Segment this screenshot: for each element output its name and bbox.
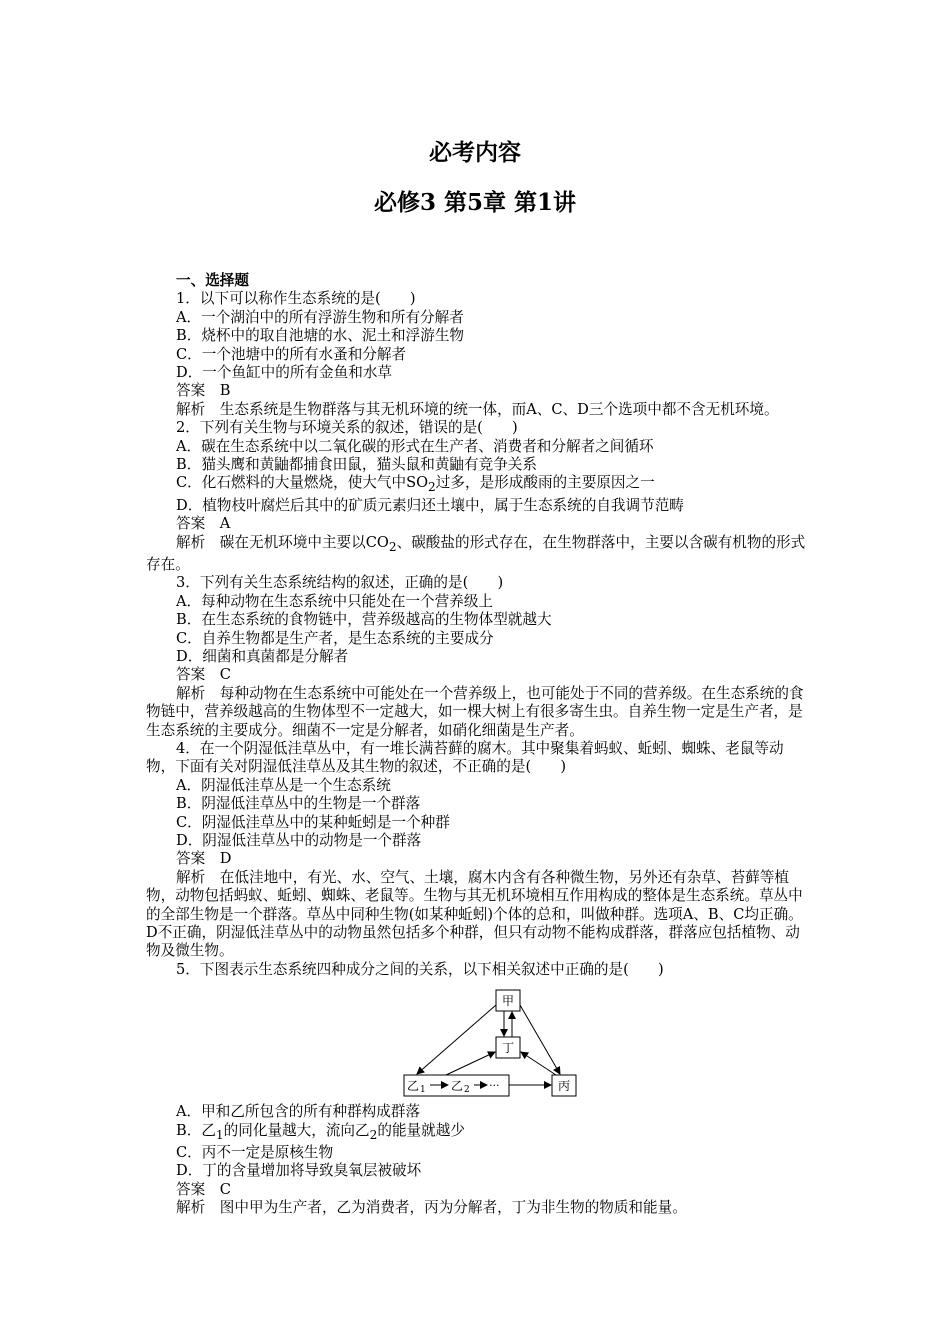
q4-stem: 4．在一个阴湿低洼草丛中，有一堆长满苔藓的腐木。其中聚集着蚂蚁、蚯蚓、蜘蛛、老鼠等动物，下面有关对阴湿低洼草丛及其生物的叙述，不正确的是( )	[146, 739, 784, 776]
q5b-subscript-1: 1	[215, 1127, 224, 1142]
arrow-jia-to-yi	[417, 1005, 496, 1074]
q3-option-c: C．自养生物都是生产者，是生态系统的主要成分	[176, 629, 494, 647]
label-yi1: 乙	[407, 1079, 420, 1094]
q3-option-b: B．在生态系统的食物链中，营养级越高的生物体型就越大	[176, 611, 552, 629]
q1-stem: 1．以下可以称作生态系统的是( )	[176, 290, 416, 308]
label-yi1-sub: 1	[420, 1085, 426, 1096]
q2c-text-end: 过多，是形成酸雨的主要原因之一	[435, 474, 655, 492]
q4-option-b: B．阴湿低洼草丛中的生物是一个群落	[176, 795, 421, 813]
q5b-text-mid: 的同化量越大，流向乙	[223, 1121, 370, 1139]
q1-option-b: B．烧杯中的取自池塘的水、泥土和浮游生物	[176, 327, 465, 345]
q2exp-subscript: 2	[388, 539, 397, 554]
arrow-yi-to-ding	[446, 1052, 495, 1075]
label-yi2: 乙	[451, 1079, 464, 1094]
q1-option-c: C．一个池塘中的所有水蚤和分解者	[176, 345, 407, 363]
q4-answer: 答案 D	[176, 850, 232, 868]
q2exp-text: 解析 碳在无机环境中主要以CO	[176, 533, 389, 551]
q5-option-c: C．丙不一定是原核生物	[176, 1143, 334, 1161]
q3-answer: 答案 C	[176, 666, 231, 684]
q3-option-a: A．每种动物在生态系统中只能处在一个营养级上	[176, 592, 494, 610]
q5-option-a: A．甲和乙所包含的所有种群构成群落	[176, 1103, 421, 1121]
q2-answer: 答案 A	[176, 515, 231, 533]
q2c-subscript: 2	[428, 480, 436, 495]
q1-option-a: A．一个湖泊中的所有浮游生物和所有分解者	[176, 308, 464, 326]
q2exp-text-end: 、碳酸盐的形式存在，在生物群落中，主要以含碳有机物的形式存在。	[146, 533, 806, 573]
q4-option-c: C．阴湿低洼草丛中的某种蚯蚓是一个种群	[176, 813, 450, 831]
q5b-subscript-2: 2	[369, 1127, 378, 1142]
q2-stem: 2．下列有关生物与环境关系的叙述，错误的是( )	[176, 419, 518, 437]
q3-option-d: D．细菌和真菌都是分解者	[176, 647, 349, 665]
q2-option-a: A．碳在生态系统中以二氧化碳的形式在生产者、消费者和分解者之间循环	[176, 437, 654, 455]
q5-answer: 答案 C	[176, 1180, 231, 1198]
page-subtitle: 必修3 第5章 第1讲	[373, 189, 577, 216]
q5b-text: B．乙	[176, 1121, 216, 1139]
q1-explanation: 解析 生态系统是生物群落与其无机环境的统一体，而A、C、D三个选项中都不含无机环境。	[176, 400, 779, 418]
q4-option-a: A．阴湿低洼草丛是一个生态系统	[176, 776, 391, 794]
q2-option-b: B．猫头鹰和黄鼬都捕食田鼠，猫头鼠和黄鼬有竞争关系	[176, 456, 537, 474]
q2-option-c	[146, 474, 808, 496]
label-jia: 甲	[501, 994, 515, 1009]
q3-stem: 3．下列有关生态系统结构的叙述，正确的是( )	[176, 574, 504, 592]
q4-explanation: 解析 在低洼地中，有光、水、空气、土壤，腐木内含有各种微生物，另外还有杂草、苔藓等植物，动物包括蚂蚁、蚯蚓、蜘蛛、老鼠等。生物与其无机环境相互作用构成的整体是生态系统。草丛中的全部生物是一个群落。草丛中同种生物(如某种蚯蚓)个体的总和，叫做种群。选项A、B、C均正确。D不正确，阴湿低洼草丛中的动物虽然包括多个种群，但只有动物不能构成群落，群落应包括植物、动物及微生物。	[146, 868, 803, 960]
q5b-text-end: 的能量就越少	[377, 1121, 465, 1139]
question-content	[146, 272, 808, 1218]
q3-explanation: 解析 每种动物在生态系统中可能处在一个营养级上，也可能处于不同的营养级。在生态系统的食物链中，营养级越高的生物体型不一定越大，如一棵大树上有很多寄生虫。自养生物一定是生产者，是生态系统的主要成分。细菌不一定是分解者，如硝化细菌是生产者。	[146, 684, 804, 739]
label-dots: ···	[489, 1079, 500, 1093]
q4-option-d: D．阴湿低洼草丛中的动物是一个群落	[176, 832, 422, 849]
q5-option-b	[146, 1122, 808, 1144]
label-yi2-sub: 2	[464, 1085, 470, 1096]
label-ding: 丁	[501, 1041, 515, 1056]
arrow-bing-to-ding	[521, 1052, 556, 1075]
section-heading: 一、选择题	[176, 272, 249, 289]
q2-explanation	[146, 534, 808, 575]
q5-stem: 5．下图表示生态系统四种成分之间的关系，以下相关叙述中正确的是( )	[176, 960, 664, 978]
page-title: 必考内容	[429, 139, 521, 166]
ecosystem-diagram	[146, 979, 808, 1103]
q5-option-d: D．丁的含量增加将导致臭氧层被破坏	[176, 1162, 422, 1180]
ecosystem-diagram-svg	[146, 979, 808, 1103]
label-bing: 丙	[557, 1079, 571, 1094]
q2c-text: C．化石燃料的大量燃烧，使大气中SO	[176, 474, 429, 492]
arrow-jia-to-bing	[520, 1005, 560, 1074]
q5-explanation: 解析 图中甲为生产者，乙为消费者，丙为分解者，丁为非生物的物质和能量。	[176, 1199, 687, 1217]
q2-option-d: D．植物枝叶腐烂后其中的矿质元素归还土壤中，属于生态系统的自我调节范畴	[176, 496, 684, 514]
q1-answer: 答案 B	[176, 382, 231, 400]
q1-option-d: D．一个鱼缸中的所有金鱼和水草	[176, 364, 393, 382]
